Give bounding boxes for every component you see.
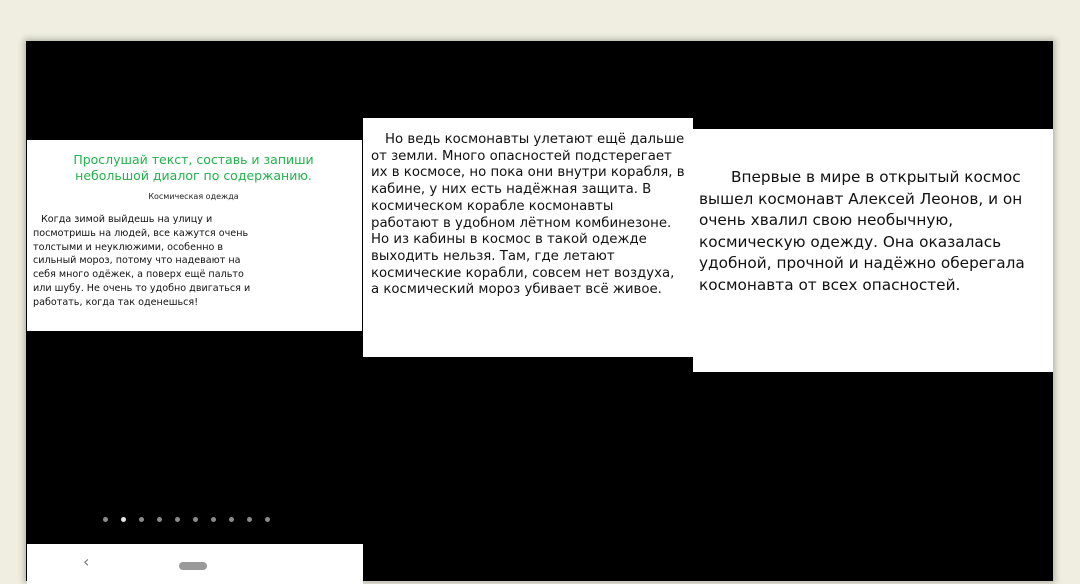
back-chevron-icon[interactable]: ‹ [83, 552, 90, 571]
task-instruction: Прослушай текст, составь и запиши небольшой диалог по содержанию. [73, 152, 314, 183]
slide-3-text: Впервые в мире в открытый космос вышел космонавт Алексей Леонов, и он очень хвалил свою необычную, космическую одежду. Она оказалась удобной, прочной и надёжно оберегала космонавта от всех опасностей. [699, 168, 1025, 294]
pager-dot[interactable] [193, 517, 198, 522]
slide-panel-2 [363, 118, 693, 357]
pager-dot[interactable] [139, 517, 144, 522]
pager-dot[interactable] [229, 517, 234, 522]
pager-dot[interactable] [265, 517, 270, 522]
slide-panel-3 [693, 129, 1053, 372]
pager-dot[interactable] [175, 517, 180, 522]
home-pill-icon[interactable] [179, 562, 207, 570]
slide-2-text: Но ведь космонавты улетают ещё дальше от земли. Много опасностей подстерегает их в космосе, но пока они внутри корабля, в кабине, у них есть надёжная защита. В космическом корабле космонавты работают в удобном лётном комбинезоне. Но из кабины в космос в такой одежде выходить нельзя. Там, где летают космические корабли, совсем нет воздуха, а космический мороз убивает всё живое. [371, 132, 685, 298]
story-title: Космическая одежда [148, 192, 239, 201]
slide-1-text: Когда зимой выйдешь на улицу и посмотришь на людей, все кажутся очень толстыми и неуклюжими, особенно в сильный мороз, потому что надевают на себя много одёжек, а поверх ещё пальто или шубу. Не очень то удобно двигаться и работать, когда так оденешься! [33, 214, 251, 308]
pager-dot[interactable] [211, 517, 216, 522]
slide-panel-1 [27, 140, 362, 331]
pager-dot[interactable] [121, 517, 126, 522]
pager-dot[interactable] [157, 517, 162, 522]
pager-dots [103, 517, 270, 522]
pager-dot[interactable] [103, 517, 108, 522]
pager-dot[interactable] [247, 517, 252, 522]
slideshow-frame [26, 41, 1053, 581]
android-nav-bar [27, 544, 363, 584]
